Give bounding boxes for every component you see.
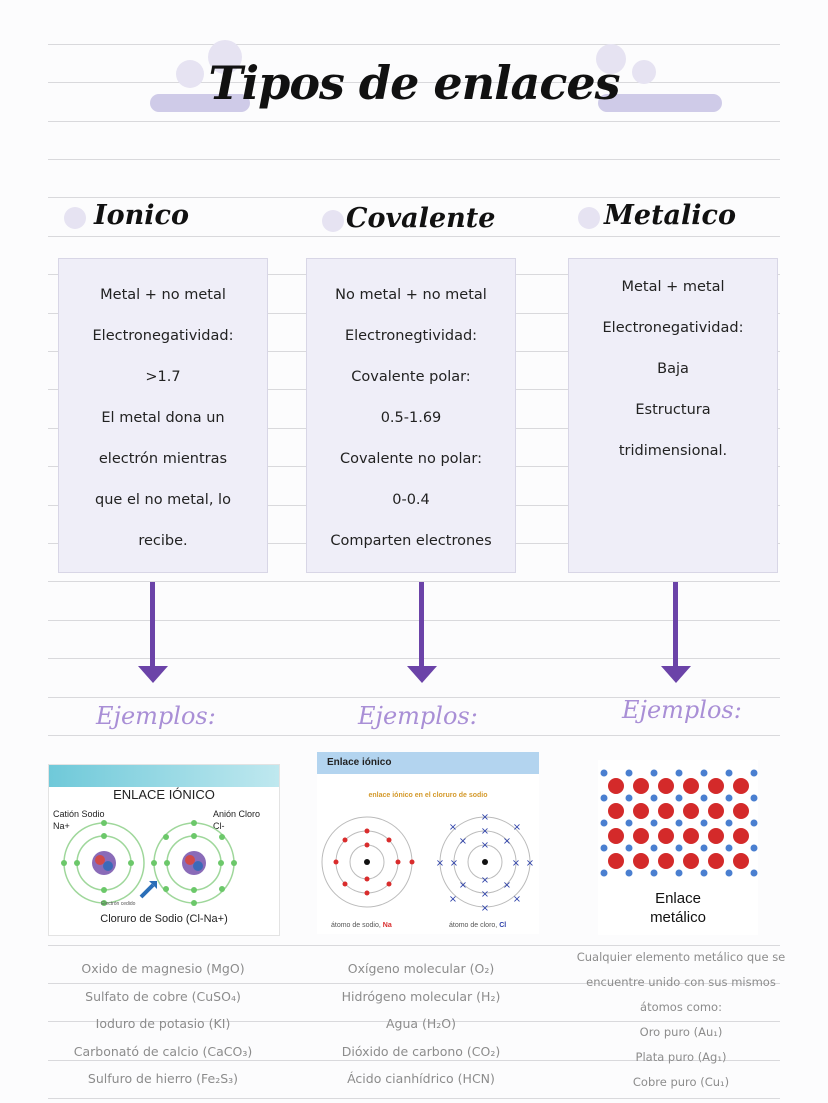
image1-title: ENLACE IÓNICO: [113, 787, 215, 802]
free-electron: [601, 770, 608, 777]
metal-ion: [683, 803, 699, 819]
svg-text:×: ×: [480, 826, 490, 837]
free-electron: [726, 870, 733, 877]
box-line: recibe.: [138, 533, 188, 549]
image3-caption-1: Enlace: [655, 890, 701, 907]
free-electron: [701, 870, 708, 877]
arrow-head-icon: [661, 666, 691, 683]
free-electron: [701, 845, 708, 852]
image2-header: Enlace iónico: [317, 752, 539, 774]
list-item: Carbonató de calcio (CaCO₃): [73, 1043, 253, 1059]
list-item: Cobre puro (Cu₁): [632, 1075, 730, 1089]
free-electron: [651, 845, 658, 852]
list-item: Plata puro (Ag₁): [635, 1050, 727, 1064]
free-electron: [751, 795, 758, 802]
box-line: Metal + no metal: [100, 287, 226, 303]
examples-heading-metalico: Ejemplos:: [622, 696, 742, 724]
metal-ion: [658, 778, 674, 794]
nacl-atoms-image: [317, 752, 539, 934]
box-line: 0-0.4: [392, 492, 430, 508]
list-item: Hidrógeno molecular (H₂): [341, 988, 501, 1004]
svg-text:×: ×: [512, 822, 522, 833]
svg-text:×: ×: [435, 858, 445, 869]
free-electron: [626, 795, 633, 802]
electron-label: Electrón cedido: [101, 901, 136, 907]
sodium-caption: átomo de sodio, Na: [331, 922, 392, 929]
free-electron: [726, 795, 733, 802]
svg-text:×: ×: [525, 858, 535, 869]
anion-label: Anión Cloro: [213, 809, 261, 819]
box-line: >1.7: [145, 369, 181, 385]
svg-text:×: ×: [480, 889, 490, 900]
metal-ion: [733, 803, 749, 819]
decor-dot: [64, 207, 86, 229]
metal-ion: [608, 828, 624, 844]
list-item: Sulfato de cobre (CuSO₄): [85, 988, 241, 1004]
box-line: El metal dona un: [101, 410, 225, 426]
box-line: Covalente polar:: [351, 369, 471, 385]
svg-text:×: ×: [480, 840, 490, 851]
free-electron: [651, 770, 658, 777]
list-item: Oxígeno molecular (O₂): [347, 961, 495, 976]
free-electron: [626, 820, 633, 827]
box-line: Electronegatividad:: [92, 328, 234, 344]
svg-text:×: ×: [511, 858, 521, 869]
cation-label: Catión Sodio: [53, 809, 105, 819]
free-electron: [726, 845, 733, 852]
box-line: Electronegtividad:: [344, 328, 478, 344]
chlorine-caption: átomo de cloro, Cl: [449, 922, 507, 929]
metal-ion: [658, 853, 674, 869]
free-electron: [726, 820, 733, 827]
free-electron: [626, 770, 633, 777]
heading-covalente: Covalente: [346, 203, 496, 234]
metallic-lattice-image: [598, 760, 758, 935]
metal-ion: [708, 828, 724, 844]
free-electron: [676, 845, 683, 852]
free-electron: [626, 870, 633, 877]
box-line: Electronegatividad:: [602, 320, 744, 336]
metal-ion: [658, 828, 674, 844]
metal-ion: [683, 828, 699, 844]
box-covalente: [306, 258, 516, 573]
metal-ion: [658, 803, 674, 819]
free-electron: [676, 795, 683, 802]
svg-text:×: ×: [449, 858, 459, 869]
metal-ion: [608, 778, 624, 794]
ionic-atoms-diagram: [49, 813, 279, 923]
arrow-down-icon: [419, 582, 424, 668]
ionic-bond-image: [48, 764, 280, 936]
metal-ion: [633, 803, 649, 819]
free-electron: [676, 870, 683, 877]
svg-text:×: ×: [480, 812, 490, 823]
metal-ion: [733, 853, 749, 869]
arrow-head-icon: [138, 666, 168, 683]
metal-ion: [633, 853, 649, 869]
list-item: Sulfuro de hierro (Fe₂S₃): [87, 1071, 239, 1086]
list-item: Ácido cianhídrico (HCN): [347, 1071, 495, 1086]
metal-ion: [733, 778, 749, 794]
image1-caption: Cloruro de Sodio (Cl-Na+): [100, 913, 228, 925]
free-electron: [651, 820, 658, 827]
metal-ion: [708, 778, 724, 794]
metal-ion: [683, 778, 699, 794]
cation-symbol: Na+: [53, 821, 70, 831]
examples-heading-ionico: Ejemplos:: [96, 702, 216, 730]
list-item: Oxido de magnesio (MgO): [81, 961, 245, 976]
decor-dot: [322, 210, 344, 232]
free-electron: [701, 820, 708, 827]
box-ionico: [58, 258, 268, 573]
free-electron: [751, 870, 758, 877]
svg-text:×: ×: [448, 894, 458, 905]
decor-dot: [578, 207, 600, 229]
metal-ion: [708, 853, 724, 869]
box-line: electrón mientras: [98, 451, 228, 467]
svg-text:×: ×: [502, 880, 512, 891]
svg-text:×: ×: [458, 880, 468, 891]
arrow-head-icon: [407, 666, 437, 683]
examples-heading-covalente: Ejemplos:: [358, 702, 478, 730]
list-item: Oro puro (Au₁): [639, 1025, 723, 1039]
box-line: Estructura: [635, 402, 711, 418]
free-electron: [751, 845, 758, 852]
box-line: 0.5-1.69: [380, 410, 442, 426]
box-line: Comparten electrones: [330, 533, 492, 549]
free-electron: [676, 770, 683, 777]
box-line: Metal + metal: [621, 279, 725, 295]
free-electron: [626, 845, 633, 852]
metal-lattice-diagram: [598, 760, 758, 885]
image3-caption-2: metálico: [650, 909, 706, 926]
page-title: Tipos de enlaces: [208, 56, 620, 110]
free-electron: [751, 820, 758, 827]
list-item: encuentre unido con sus mismos: [586, 975, 776, 989]
free-electron: [726, 770, 733, 777]
svg-text:×: ×: [512, 894, 522, 905]
free-electron: [676, 820, 683, 827]
svg-text:×: ×: [480, 903, 490, 914]
anion-symbol: Cl-: [213, 821, 225, 831]
svg-text:×: ×: [480, 875, 490, 886]
box-line: Covalente no polar:: [339, 451, 483, 467]
metal-ion: [608, 803, 624, 819]
metal-ion: [633, 778, 649, 794]
free-electron: [601, 870, 608, 877]
free-electron: [701, 795, 708, 802]
free-electron: [601, 845, 608, 852]
svg-text:×: ×: [448, 822, 458, 833]
free-electron: [601, 820, 608, 827]
free-electron: [651, 795, 658, 802]
heading-ionico: Ionico: [94, 200, 189, 231]
svg-text:×: ×: [502, 836, 512, 847]
list-item: átomos como:: [640, 1000, 722, 1014]
metal-ion: [708, 803, 724, 819]
heading-metalico: Metalico: [604, 200, 736, 231]
sodium-chlorine-diagram: [317, 810, 539, 920]
arrow-down-icon: [150, 582, 155, 668]
box-line: No metal + no metal: [335, 287, 487, 303]
box-line: que el no metal, lo: [95, 492, 231, 508]
examples-list-covalente: [306, 955, 536, 1093]
list-item: Cualquier elemento metálico que se: [576, 950, 786, 964]
image-header-band: [49, 765, 279, 787]
metal-ion: [633, 828, 649, 844]
box-line: Baja: [657, 361, 689, 377]
metal-ion: [608, 853, 624, 869]
free-electron: [751, 770, 758, 777]
box-line: tridimensional.: [618, 443, 728, 459]
list-item: Dióxido de carbono (CO₂): [341, 1043, 501, 1059]
svg-text:×: ×: [458, 836, 468, 847]
box-metalico: [568, 258, 778, 573]
examples-list-ionico: [48, 955, 278, 1093]
list-item: Ioduro de potasio (KI): [95, 1016, 231, 1031]
list-item: Agua (H₂O): [385, 1016, 457, 1031]
arrow-down-icon: [673, 582, 678, 668]
free-electron: [651, 870, 658, 877]
free-electron: [601, 795, 608, 802]
image2-subtitle: enlace iónico en el cloruro de sodio: [368, 792, 488, 799]
metal-ion: [733, 828, 749, 844]
free-electron: [701, 770, 708, 777]
examples-list-metalico: [556, 945, 806, 1095]
metal-ion: [683, 853, 699, 869]
